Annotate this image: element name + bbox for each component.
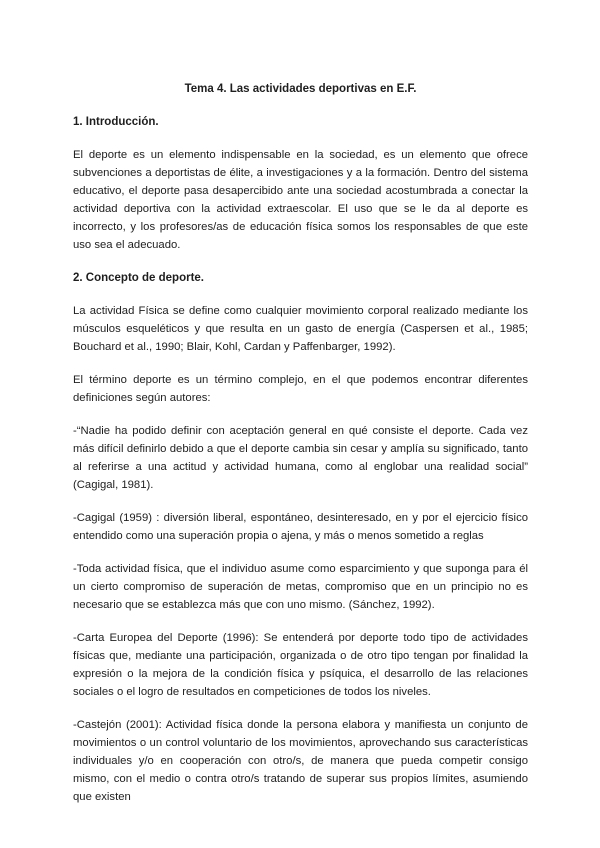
paragraph-definicion-sanchez: -Toda actividad física, que el individuo asume como esparcimiento y que suponga para él un cierto compromiso de superación de metas, compromiso que en un principio no es necesario que se establezca más que con uno mismo. (Sánchez, 1992). xyxy=(73,563,528,611)
paragraph-termino-deporte: El término deporte es un término complejo, en el que podemos encontrar diferentes definiciones según autores: xyxy=(73,374,528,404)
document-title: Tema 4. Las actividades deportivas en E.F. xyxy=(184,83,417,95)
paragraph-definicion-carta-europea: -Carta Europea del Deporte (1996): Se entenderá por deporte todo tipo de actividades físicas que, mediante una participación, organizada o de otro tipo tengan por finalidad la expresión o la mejora de la condición física y psíquica, el desarrollo de las relaciones sociales o el logro de resultados en competiciones de todos los niveles. xyxy=(73,632,528,698)
section-heading-concepto-deporte: 2. Concepto de deporte. xyxy=(73,272,204,284)
paragraph-definicion-castejon: -Castejón (2001): Actividad física donde la persona elabora y manifiesta un conjunto de movimientos o un control voluntario de los movimientos, aprovechando sus características individuales y/o en cooperación con otro/s, de manera que pueda competir consigo mismo, con el medio o contra otro/s tratando de superar sus propios límites, asumiendo que existen xyxy=(73,719,528,803)
paragraph-actividad-fisica: La actividad Física se define como cualquier movimiento corporal realizado mediante los músculos esqueléticos y que resulta en un gasto de energía (Caspersen et al., 1985; Bouchard et al., 1990; Blair, Kohl, Cardan y Paffenbarger, 1992). xyxy=(73,305,528,353)
paragraph-definicion-cagigal-1981: -“Nadie ha podido definir con aceptación general en qué consiste el deporte. Cada vez más difícil definirlo debido a que el deporte cambia sin cesar y amplía su significado, tanto al referirse a una actitud y actividad humana, como al englobar una realidad social” (Cagigal, 1981). xyxy=(73,425,528,491)
page-content xyxy=(73,80,528,821)
section-heading-introduccion: 1. Introducción. xyxy=(73,116,159,128)
paragraph-introduccion: El deporte es un elemento indispensable en la sociedad, es un elemento que ofrece subvenciones a deportistas de élite, a investigaciones y a la formación. Dentro del sistema educativo, el deporte pasa desapercibido ante una sociedad acostumbrada a conectar la actividad deportiva con la actividad extraescolar. El uso que se le da al deporte es incorrecto, y los profesores/as de educación física somos los responsables de que este uso sea el adecuado. xyxy=(73,149,528,251)
paragraph-definicion-cagigal-1959: -Cagigal (1959) : diversión liberal, espontáneo, desinteresado, en y por el ejercicio físico entendido como una superación propia o ajena, y más o menos sometido a reglas xyxy=(73,512,528,542)
